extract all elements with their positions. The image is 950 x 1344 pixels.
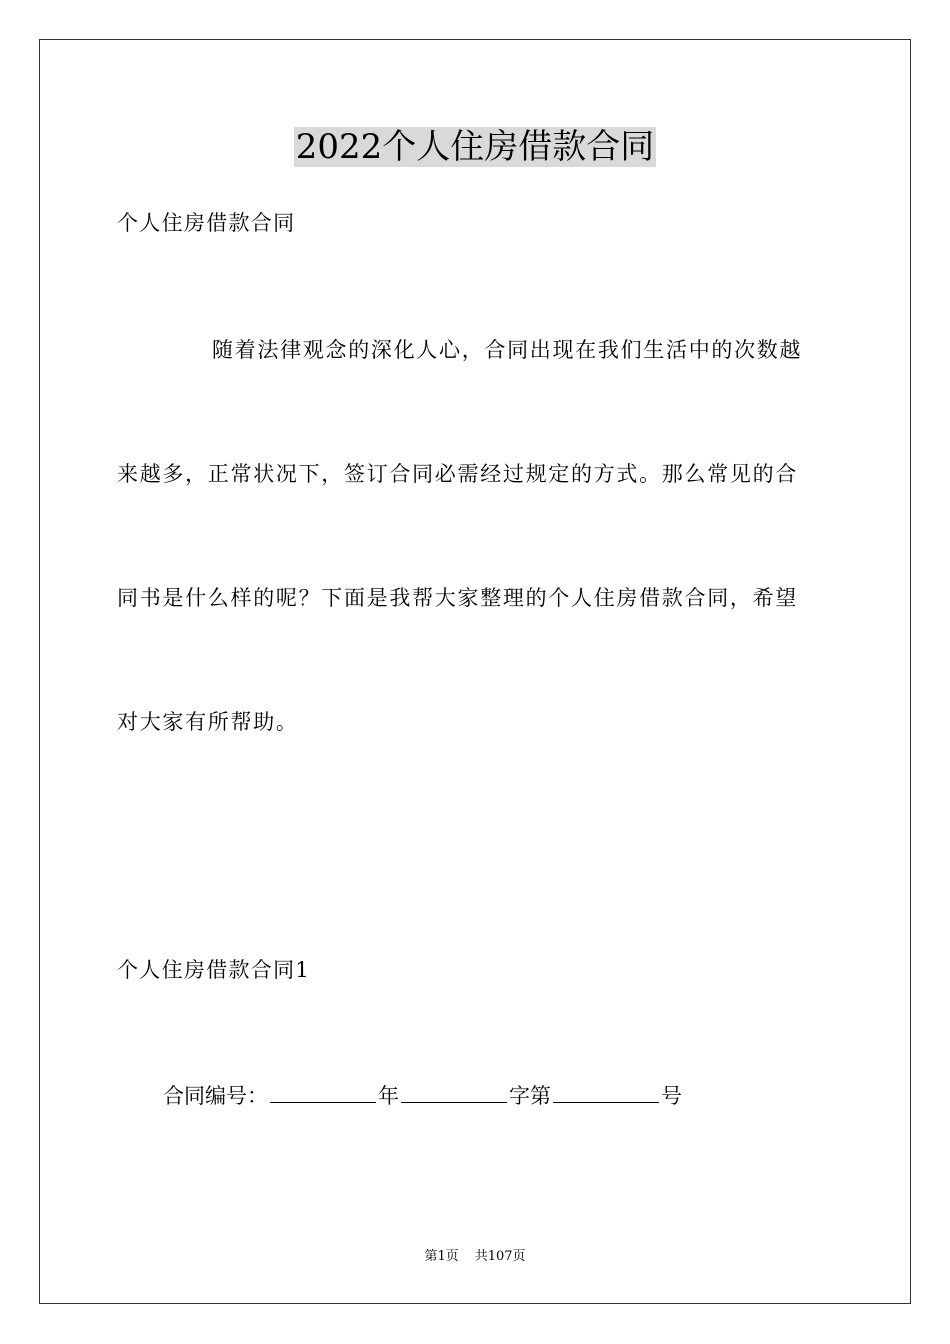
contract-number-blank-2 [401,1080,507,1103]
section-heading: 个人住房借款合同1 [117,958,311,982]
intro-line: 对大家有所帮助。 [117,710,299,734]
intro-line: 随着法律观念的深化人心，合同出现在我们生活中的次数越 [212,338,803,362]
contract-number-hao: 号 [661,1084,682,1108]
intro-line: 来越多，正常状况下，签订合同必需经过规定的方式。那么常见的合 [117,462,798,486]
intro-line: 同书是什么样的呢？下面是我帮大家整理的个人住房借款合同，希望 [117,586,798,610]
page-total: 共107页 [474,1249,526,1264]
contract-number-label: 合同编号： [163,1084,268,1108]
contract-number-blank-1 [270,1080,376,1103]
contract-number-line [163,1080,682,1111]
document-title-text: 2022个人住房借款合同 [295,127,655,167]
page-footer [0,1247,950,1267]
page-number: 第1页 [424,1249,459,1264]
contract-number-zidi: 字第 [509,1084,551,1108]
document-subtitle: 个人住房借款合同 [117,211,296,235]
contract-number-year: 年 [378,1084,399,1108]
document-title [0,122,950,172]
contract-number-blank-3 [553,1080,659,1103]
